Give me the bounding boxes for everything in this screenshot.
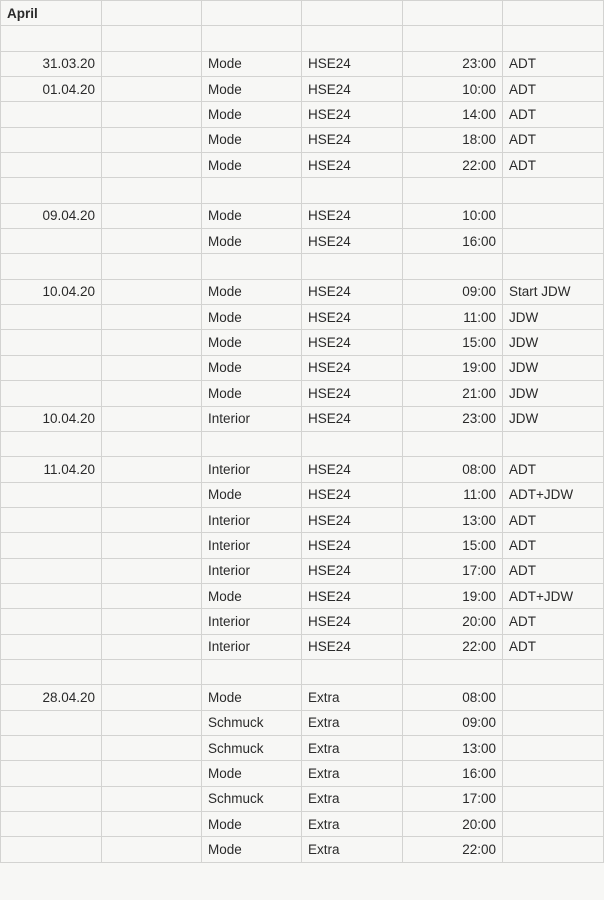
category-cell[interactable]: Schmuck bbox=[202, 786, 302, 811]
note-cell[interactable]: Start JDW bbox=[503, 279, 604, 304]
sheet-title[interactable]: April bbox=[1, 1, 102, 26]
note-cell[interactable] bbox=[503, 431, 604, 456]
empty-cell[interactable] bbox=[102, 305, 202, 330]
empty-cell[interactable] bbox=[102, 659, 202, 684]
category-cell[interactable]: Interior bbox=[202, 558, 302, 583]
empty-cell[interactable] bbox=[102, 735, 202, 760]
channel-cell[interactable] bbox=[302, 431, 403, 456]
date-cell[interactable] bbox=[1, 381, 102, 406]
channel-cell[interactable]: HSE24 bbox=[302, 482, 403, 507]
category-cell[interactable]: Mode bbox=[202, 837, 302, 862]
time-cell[interactable]: 08:00 bbox=[403, 457, 503, 482]
note-cell[interactable]: ADT bbox=[503, 634, 604, 659]
empty-cell[interactable] bbox=[102, 482, 202, 507]
empty-cell[interactable] bbox=[102, 558, 202, 583]
table-row bbox=[1, 457, 604, 482]
date-cell[interactable] bbox=[1, 127, 102, 152]
empty-cell[interactable] bbox=[102, 685, 202, 710]
note-cell[interactable] bbox=[503, 761, 604, 786]
date-cell[interactable]: 10.04.20 bbox=[1, 279, 102, 304]
empty-cell[interactable] bbox=[102, 710, 202, 735]
channel-cell[interactable]: HSE24 bbox=[302, 355, 403, 380]
table-row bbox=[1, 305, 604, 330]
table-row bbox=[1, 178, 604, 203]
date-cell[interactable] bbox=[1, 710, 102, 735]
time-cell[interactable] bbox=[403, 431, 503, 456]
time-cell[interactable]: 17:00 bbox=[403, 558, 503, 583]
date-cell[interactable] bbox=[1, 558, 102, 583]
category-cell[interactable]: Interior bbox=[202, 634, 302, 659]
category-cell[interactable]: Schmuck bbox=[202, 710, 302, 735]
category-cell[interactable]: Interior bbox=[202, 406, 302, 431]
category-cell[interactable]: Mode bbox=[202, 330, 302, 355]
category-cell[interactable]: Mode bbox=[202, 583, 302, 608]
empty-cell[interactable] bbox=[102, 229, 202, 254]
channel-cell[interactable]: HSE24 bbox=[302, 558, 403, 583]
date-cell[interactable] bbox=[1, 482, 102, 507]
time-cell[interactable]: 15:00 bbox=[403, 330, 503, 355]
time-cell[interactable]: 16:00 bbox=[403, 229, 503, 254]
time-cell[interactable]: 18:00 bbox=[403, 127, 503, 152]
time-cell[interactable]: 11:00 bbox=[403, 305, 503, 330]
channel-cell[interactable]: HSE24 bbox=[302, 634, 403, 659]
channel-cell[interactable]: Extra bbox=[302, 812, 403, 837]
note-cell[interactable]: ADT bbox=[503, 102, 604, 127]
date-cell[interactable] bbox=[1, 735, 102, 760]
empty-cell[interactable] bbox=[102, 26, 202, 51]
channel-cell[interactable]: Extra bbox=[302, 710, 403, 735]
note-cell[interactable]: ADT bbox=[503, 153, 604, 178]
table-row bbox=[1, 381, 604, 406]
empty-cell[interactable] bbox=[102, 330, 202, 355]
time-cell[interactable] bbox=[403, 178, 503, 203]
category-cell[interactable]: Mode bbox=[202, 153, 302, 178]
table-row bbox=[1, 330, 604, 355]
category-cell[interactable]: Mode bbox=[202, 812, 302, 837]
date-cell[interactable] bbox=[1, 229, 102, 254]
time-cell[interactable]: 19:00 bbox=[403, 583, 503, 608]
channel-cell[interactable]: HSE24 bbox=[302, 77, 403, 102]
date-cell[interactable] bbox=[1, 305, 102, 330]
table-row bbox=[1, 406, 604, 431]
category-cell[interactable]: Schmuck bbox=[202, 735, 302, 760]
note-cell[interactable] bbox=[503, 229, 604, 254]
channel-cell[interactable]: HSE24 bbox=[302, 305, 403, 330]
channel-cell[interactable]: Extra bbox=[302, 685, 403, 710]
table-row bbox=[1, 786, 604, 811]
table-row bbox=[1, 229, 604, 254]
channel-cell[interactable] bbox=[302, 178, 403, 203]
time-cell[interactable]: 09:00 bbox=[403, 279, 503, 304]
date-cell[interactable] bbox=[1, 254, 102, 279]
table-row bbox=[1, 634, 604, 659]
date-cell[interactable]: 31.03.20 bbox=[1, 51, 102, 76]
date-cell[interactable] bbox=[1, 507, 102, 532]
note-cell[interactable]: JDW bbox=[503, 305, 604, 330]
table-row bbox=[1, 558, 604, 583]
category-cell[interactable]: Interior bbox=[202, 609, 302, 634]
empty-cell[interactable] bbox=[102, 51, 202, 76]
time-cell[interactable]: 20:00 bbox=[403, 812, 503, 837]
channel-cell[interactable]: HSE24 bbox=[302, 330, 403, 355]
time-cell[interactable]: 16:00 bbox=[403, 761, 503, 786]
note-cell[interactable] bbox=[503, 812, 604, 837]
table-row bbox=[1, 482, 604, 507]
empty-cell[interactable] bbox=[102, 812, 202, 837]
empty-cell[interactable] bbox=[102, 507, 202, 532]
note-cell[interactable] bbox=[503, 735, 604, 760]
time-cell[interactable]: 11:00 bbox=[403, 482, 503, 507]
time-cell[interactable]: 15:00 bbox=[403, 533, 503, 558]
note-cell[interactable]: ADT bbox=[503, 507, 604, 532]
header-cell-empty[interactable] bbox=[403, 1, 503, 26]
time-cell[interactable] bbox=[403, 254, 503, 279]
table-row bbox=[1, 355, 604, 380]
table-row bbox=[1, 507, 604, 532]
time-cell[interactable]: 23:00 bbox=[403, 51, 503, 76]
channel-cell[interactable]: HSE24 bbox=[302, 406, 403, 431]
category-cell[interactable]: Mode bbox=[202, 102, 302, 127]
category-cell[interactable]: Mode bbox=[202, 685, 302, 710]
category-cell[interactable]: Mode bbox=[202, 761, 302, 786]
channel-cell[interactable]: Extra bbox=[302, 837, 403, 862]
date-cell[interactable] bbox=[1, 153, 102, 178]
channel-cell[interactable] bbox=[302, 659, 403, 684]
date-cell[interactable] bbox=[1, 26, 102, 51]
date-cell[interactable]: 10.04.20 bbox=[1, 406, 102, 431]
channel-cell[interactable]: HSE24 bbox=[302, 51, 403, 76]
channel-cell[interactable]: HSE24 bbox=[302, 381, 403, 406]
date-cell[interactable] bbox=[1, 837, 102, 862]
note-cell[interactable]: ADT bbox=[503, 533, 604, 558]
header-row bbox=[1, 1, 604, 26]
table-row bbox=[1, 710, 604, 735]
empty-cell[interactable] bbox=[102, 609, 202, 634]
note-cell[interactable]: ADT bbox=[503, 558, 604, 583]
header-cell-empty[interactable] bbox=[503, 1, 604, 26]
category-cell[interactable] bbox=[202, 26, 302, 51]
channel-cell[interactable]: Extra bbox=[302, 786, 403, 811]
category-cell[interactable]: Interior bbox=[202, 507, 302, 532]
header-cell-empty[interactable] bbox=[202, 1, 302, 26]
date-cell[interactable] bbox=[1, 102, 102, 127]
category-cell[interactable]: Mode bbox=[202, 203, 302, 228]
time-cell[interactable]: 13:00 bbox=[403, 735, 503, 760]
time-cell[interactable]: 10:00 bbox=[403, 77, 503, 102]
category-cell[interactable]: Mode bbox=[202, 279, 302, 304]
table-row bbox=[1, 735, 604, 760]
note-cell[interactable]: ADT bbox=[503, 609, 604, 634]
date-cell[interactable] bbox=[1, 786, 102, 811]
channel-cell[interactable]: HSE24 bbox=[302, 457, 403, 482]
note-cell[interactable] bbox=[503, 659, 604, 684]
table-row bbox=[1, 812, 604, 837]
empty-cell[interactable] bbox=[102, 381, 202, 406]
time-cell[interactable]: 08:00 bbox=[403, 685, 503, 710]
empty-cell[interactable] bbox=[102, 406, 202, 431]
time-cell[interactable]: 13:00 bbox=[403, 507, 503, 532]
note-cell[interactable]: JDW bbox=[503, 330, 604, 355]
note-cell[interactable]: ADT bbox=[503, 457, 604, 482]
date-cell[interactable] bbox=[1, 812, 102, 837]
channel-cell[interactable] bbox=[302, 254, 403, 279]
date-cell[interactable] bbox=[1, 330, 102, 355]
empty-cell[interactable] bbox=[102, 786, 202, 811]
time-cell[interactable] bbox=[403, 659, 503, 684]
table-row bbox=[1, 279, 604, 304]
empty-cell[interactable] bbox=[102, 837, 202, 862]
empty-cell[interactable] bbox=[102, 761, 202, 786]
date-cell[interactable]: 28.04.20 bbox=[1, 685, 102, 710]
note-cell[interactable]: ADT bbox=[503, 51, 604, 76]
category-cell[interactable]: Mode bbox=[202, 355, 302, 380]
note-cell[interactable] bbox=[503, 710, 604, 735]
empty-cell[interactable] bbox=[102, 355, 202, 380]
table-row bbox=[1, 51, 604, 76]
note-cell[interactable] bbox=[503, 178, 604, 203]
header-cell-empty[interactable] bbox=[102, 1, 202, 26]
channel-cell[interactable]: HSE24 bbox=[302, 609, 403, 634]
channel-cell[interactable]: HSE24 bbox=[302, 153, 403, 178]
date-cell[interactable] bbox=[1, 761, 102, 786]
table-row bbox=[1, 26, 604, 51]
table-row bbox=[1, 127, 604, 152]
category-cell[interactable] bbox=[202, 659, 302, 684]
channel-cell[interactable]: HSE24 bbox=[302, 127, 403, 152]
category-cell[interactable] bbox=[202, 254, 302, 279]
time-cell[interactable]: 22:00 bbox=[403, 634, 503, 659]
empty-cell[interactable] bbox=[102, 457, 202, 482]
channel-cell[interactable]: HSE24 bbox=[302, 279, 403, 304]
time-cell[interactable]: 21:00 bbox=[403, 381, 503, 406]
category-cell[interactable]: Interior bbox=[202, 533, 302, 558]
table-row bbox=[1, 583, 604, 608]
note-cell[interactable]: ADT+JDW bbox=[503, 583, 604, 608]
empty-cell[interactable] bbox=[102, 583, 202, 608]
time-cell[interactable] bbox=[403, 26, 503, 51]
note-cell[interactable] bbox=[503, 203, 604, 228]
table-row bbox=[1, 254, 604, 279]
date-cell[interactable] bbox=[1, 355, 102, 380]
time-cell[interactable]: 23:00 bbox=[403, 406, 503, 431]
empty-cell[interactable] bbox=[102, 254, 202, 279]
table-row bbox=[1, 659, 604, 684]
table-row bbox=[1, 685, 604, 710]
note-cell[interactable]: JDW bbox=[503, 406, 604, 431]
date-cell[interactable]: 11.04.20 bbox=[1, 457, 102, 482]
date-cell[interactable] bbox=[1, 634, 102, 659]
empty-cell[interactable] bbox=[102, 127, 202, 152]
empty-cell[interactable] bbox=[102, 77, 202, 102]
note-cell[interactable]: JDW bbox=[503, 355, 604, 380]
time-cell[interactable]: 22:00 bbox=[403, 837, 503, 862]
note-cell[interactable]: JDW bbox=[503, 381, 604, 406]
table-row bbox=[1, 837, 604, 862]
date-cell[interactable] bbox=[1, 583, 102, 608]
time-cell[interactable]: 22:00 bbox=[403, 153, 503, 178]
empty-cell[interactable] bbox=[102, 102, 202, 127]
table-row bbox=[1, 153, 604, 178]
header-cell-empty[interactable] bbox=[302, 1, 403, 26]
category-cell[interactable]: Mode bbox=[202, 51, 302, 76]
category-cell[interactable] bbox=[202, 431, 302, 456]
category-cell[interactable]: Mode bbox=[202, 77, 302, 102]
channel-cell[interactable]: Extra bbox=[302, 761, 403, 786]
date-cell[interactable]: 01.04.20 bbox=[1, 77, 102, 102]
time-cell[interactable]: 14:00 bbox=[403, 102, 503, 127]
note-cell[interactable]: ADT+JDW bbox=[503, 482, 604, 507]
category-cell[interactable]: Mode bbox=[202, 381, 302, 406]
date-cell[interactable] bbox=[1, 659, 102, 684]
empty-cell[interactable] bbox=[102, 533, 202, 558]
empty-cell[interactable] bbox=[102, 634, 202, 659]
note-cell[interactable] bbox=[503, 26, 604, 51]
note-cell[interactable]: ADT bbox=[503, 77, 604, 102]
channel-cell[interactable]: HSE24 bbox=[302, 229, 403, 254]
note-cell[interactable] bbox=[503, 685, 604, 710]
channel-cell[interactable]: HSE24 bbox=[302, 533, 403, 558]
table-row bbox=[1, 203, 604, 228]
empty-cell[interactable] bbox=[102, 279, 202, 304]
table-row bbox=[1, 77, 604, 102]
empty-cell[interactable] bbox=[102, 431, 202, 456]
date-cell[interactable] bbox=[1, 609, 102, 634]
channel-cell[interactable]: HSE24 bbox=[302, 583, 403, 608]
time-cell[interactable]: 17:00 bbox=[403, 786, 503, 811]
category-cell[interactable]: Mode bbox=[202, 305, 302, 330]
table-row bbox=[1, 102, 604, 127]
category-cell[interactable]: Mode bbox=[202, 229, 302, 254]
time-cell[interactable]: 19:00 bbox=[403, 355, 503, 380]
date-cell[interactable]: 09.04.20 bbox=[1, 203, 102, 228]
empty-cell[interactable] bbox=[102, 203, 202, 228]
table-row bbox=[1, 431, 604, 456]
note-cell[interactable] bbox=[503, 254, 604, 279]
note-cell[interactable] bbox=[503, 786, 604, 811]
date-cell[interactable] bbox=[1, 178, 102, 203]
channel-cell[interactable]: HSE24 bbox=[302, 203, 403, 228]
category-cell[interactable]: Interior bbox=[202, 457, 302, 482]
time-cell[interactable]: 10:00 bbox=[403, 203, 503, 228]
empty-cell[interactable] bbox=[102, 178, 202, 203]
table-row bbox=[1, 533, 604, 558]
channel-cell[interactable]: HSE24 bbox=[302, 102, 403, 127]
date-cell[interactable] bbox=[1, 431, 102, 456]
channel-cell[interactable] bbox=[302, 26, 403, 51]
time-cell[interactable]: 20:00 bbox=[403, 609, 503, 634]
category-cell[interactable]: Mode bbox=[202, 127, 302, 152]
time-cell[interactable]: 09:00 bbox=[403, 710, 503, 735]
channel-cell[interactable]: HSE24 bbox=[302, 507, 403, 532]
channel-cell[interactable]: Extra bbox=[302, 735, 403, 760]
date-cell[interactable] bbox=[1, 533, 102, 558]
category-cell[interactable] bbox=[202, 178, 302, 203]
table-row bbox=[1, 609, 604, 634]
category-cell[interactable]: Mode bbox=[202, 482, 302, 507]
note-cell[interactable] bbox=[503, 837, 604, 862]
empty-cell[interactable] bbox=[102, 153, 202, 178]
table-body bbox=[1, 1, 604, 863]
note-cell[interactable]: ADT bbox=[503, 127, 604, 152]
table-row bbox=[1, 761, 604, 786]
